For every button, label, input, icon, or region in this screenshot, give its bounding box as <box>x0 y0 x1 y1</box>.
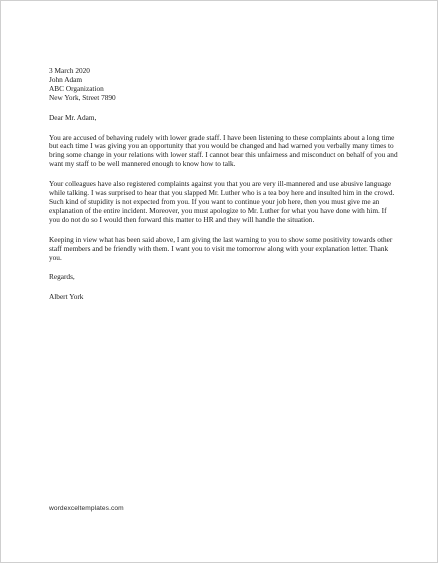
salutation: Dear Mr. Adam, <box>49 112 97 122</box>
letter-date: 3 March 2020 <box>49 66 90 75</box>
letter-body <box>49 67 399 302</box>
footer-website: wordexceltemplates.com <box>49 505 124 512</box>
signature-name: Albert York <box>49 292 84 302</box>
recipient-address: New York, Street 7890 <box>49 92 116 102</box>
recipient-name: John Adam <box>49 74 83 84</box>
recipient-organization: ABC Organization <box>49 83 104 93</box>
closing: Regards, <box>49 272 75 282</box>
paragraph-2: Your colleagues have also registered complaints against you that you are very ill-mannered and use abusive language while talking. I was surprised to hear that you slapped Mr. Luther who is a tea boy here and insulted him in the crowd. Such kind of stupidity is not expected from you. If you want to continue your job here, then you must give me an explanation of the entire incident. Moreover, you must apologize to Mr. Luther for what you have done with him. If you do not do so I would then forward this matter to HR and they will handle the situation. <box>49 179 395 224</box>
paragraph-3: Keeping in view what has been said above, I am giving the last warning to you to show some positivity towards other staff members and be friendly with them. I want you to visit me tomorrow along with your explanation letter. Thank you. <box>49 234 393 262</box>
paragraph-1: You are accused of behaving rudely with lower grade staff. I have been listening to these complaints about a long time but each time I was giving you an opportunity that you would be changed and had warned you verbally many times to bring some change in your relations with lower staff. I cannot bear this unfairness and misconduct on behalf of you and want my staff to be well mannered enough to know how to talk. <box>49 132 398 169</box>
